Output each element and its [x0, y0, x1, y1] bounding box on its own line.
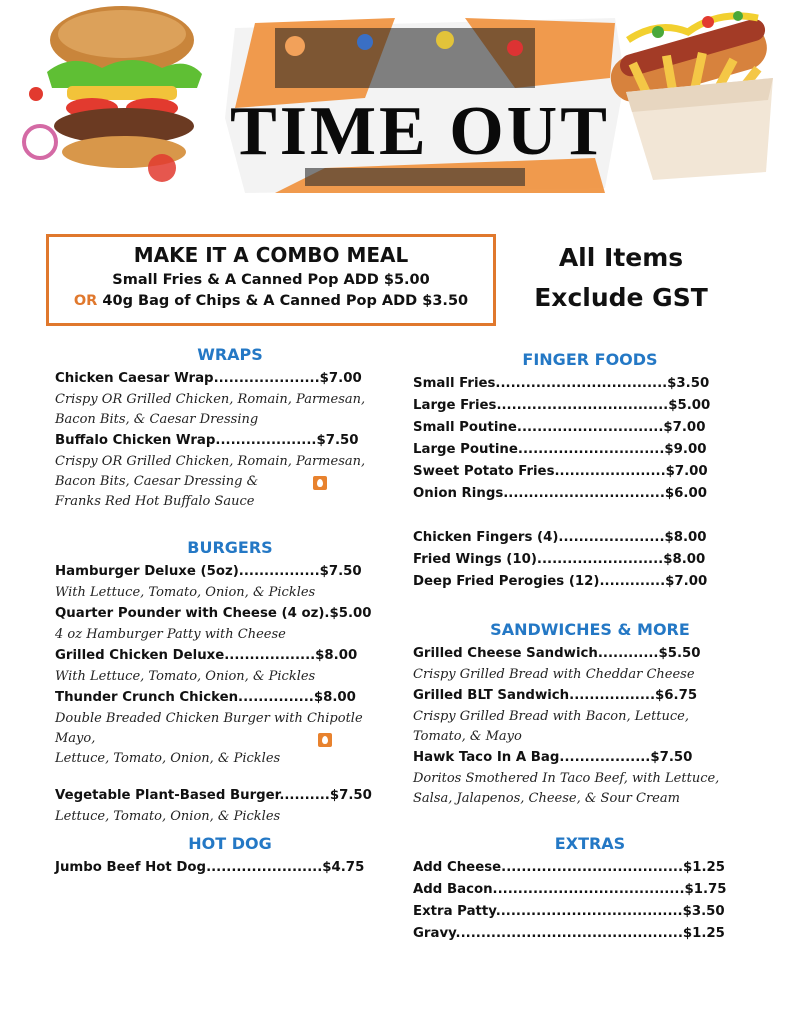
- item-description: Crispy OR Grilled Chicken, Romain, Parmesan,: [55, 454, 366, 469]
- menu-item: Large Poutine.............................$9.00: [413, 442, 707, 457]
- menu-item: Large Fries..................................$5.00: [413, 398, 711, 413]
- menu-item: Gravy.............................................$1.25: [413, 926, 725, 941]
- menu-item: Quarter Pounder with Cheese (4 oz).$5.00: [55, 606, 372, 621]
- spicy-icon: [318, 733, 332, 747]
- extras-section: [413, 857, 758, 945]
- menu-item: Buffalo Chicken Wrap....................$7.50: [55, 433, 359, 448]
- item-description: Bacon Bits, & Caesar Dressing: [55, 412, 259, 427]
- item-description: Lettuce, Tomato, Onion, & Pickles: [55, 809, 281, 824]
- menu-item: Jumbo Beef Hot Dog.......................$4.75: [55, 860, 365, 875]
- menu-item: Grilled BLT Sandwich.................$6.75: [413, 688, 698, 703]
- item-description: Bacon Bits, Caesar Dressing &: [55, 474, 259, 489]
- spicy-icon: [313, 476, 327, 490]
- menu-title: TIME OUT: [230, 93, 610, 170]
- hot-dog-section: [55, 857, 385, 879]
- hot-dog-heading: HOT DOG: [188, 834, 272, 853]
- combo-fries-pop: Small Fries & A Canned Pop ADD $5.00: [112, 272, 430, 288]
- finger-foods-heading: FINGER FOODS: [522, 350, 658, 369]
- item-description: Lettuce, Tomato, Onion, & Pickles: [55, 751, 281, 766]
- combo-or-label: OR: [73, 293, 98, 309]
- gst-line-1: All Items: [558, 243, 684, 272]
- menu-item: Sweet Potato Fries......................$7.00: [413, 464, 708, 479]
- combo-meal-box: [46, 234, 496, 326]
- item-description: Salsa, Jalapenos, Cheese, & Sour Cream: [413, 791, 680, 806]
- menu-item: Vegetable Plant-Based Burger..........$7.50: [55, 788, 372, 803]
- wraps-heading: WRAPS: [197, 345, 263, 364]
- extras-heading: EXTRAS: [554, 834, 626, 853]
- item-description: With Lettuce, Tomato, Onion, & Pickles: [55, 669, 316, 684]
- menu-item: Add Cheese....................................$1.25: [413, 860, 726, 875]
- item-description: Crispy Grilled Bread with Cheddar Cheese: [413, 667, 695, 682]
- menu-item: Extra Patty.....................................$3.50: [413, 904, 725, 919]
- wraps-section: [55, 368, 385, 512]
- menu-item: Grilled Chicken Deluxe..................$8.00: [55, 648, 358, 663]
- combo-chips-pop: [49, 293, 493, 309]
- item-description: Crispy Grilled Bread with Bacon, Lettuce,: [413, 709, 689, 724]
- menu-item: Fried Wings (10).........................$8.00: [413, 552, 706, 567]
- finger-foods-section: [413, 373, 743, 593]
- item-description: Tomato, & Mayo: [413, 729, 522, 744]
- item-description: Franks Red Hot Buffalo Sauce: [55, 494, 255, 509]
- menu-item: Small Fries..................................$3.50: [413, 376, 710, 391]
- menu-item: Hamburger Deluxe (5oz)................$7.50: [55, 564, 362, 579]
- menu-item: Add Bacon......................................$1.75: [413, 882, 727, 897]
- item-description: Crispy OR Grilled Chicken, Romain, Parmesan,: [55, 392, 366, 407]
- gst-notice: [516, 238, 726, 318]
- menu-header: [0, 0, 791, 205]
- menu-item: Hawk Taco In A Bag..................$7.50: [413, 750, 693, 765]
- menu-item: Chicken Fingers (4).....................$8.00: [413, 530, 707, 545]
- item-description: Doritos Smothered In Taco Beef, with Lettuce,: [413, 771, 720, 786]
- item-description: Double Breaded Chicken Burger with Chipotle Mayo,: [55, 711, 363, 746]
- menu-item: Chicken Caesar Wrap.....................$7.00: [55, 371, 362, 386]
- sandwiches-section: [413, 643, 758, 809]
- burgers-section: [55, 561, 400, 827]
- menu-item: Deep Fried Perogies (12).............$7.00: [413, 574, 708, 589]
- burgers-heading: BURGERS: [187, 538, 273, 557]
- gst-line-2: Exclude GST: [534, 283, 708, 312]
- combo-title: MAKE IT A COMBO MEAL: [133, 243, 409, 267]
- item-description: With Lettuce, Tomato, Onion, & Pickles: [55, 585, 316, 600]
- burger-image: [12, 2, 212, 192]
- menu-item: Onion Rings................................$6.00: [413, 486, 707, 501]
- item-description: 4 oz Hamburger Patty with Cheese: [55, 627, 286, 642]
- menu-item: Thunder Crunch Chicken...............$8.00: [55, 690, 356, 705]
- menu-item: Grilled Cheese Sandwich............$5.50: [413, 646, 701, 661]
- sandwiches-heading: SANDWICHES & MORE: [490, 620, 690, 639]
- menu-item: Small Poutine.............................$7.00: [413, 420, 706, 435]
- combo-chips-pop-text: 40g Bag of Chips & A Canned Pop ADD $3.50: [102, 293, 469, 309]
